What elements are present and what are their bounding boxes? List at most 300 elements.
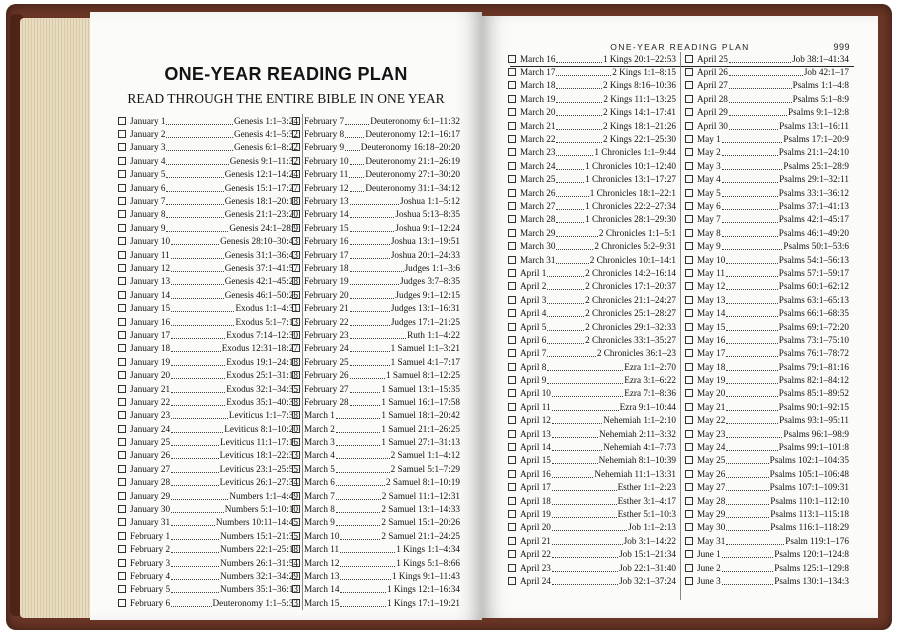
reading-checkbox[interactable] [292,585,300,593]
reading-checkbox[interactable] [685,497,693,505]
reading-checkbox[interactable] [118,331,126,339]
reading-passage: Psalms 9:1–12:8 [787,107,849,118]
reading-checkbox[interactable] [508,550,516,558]
reading-checkbox[interactable] [292,130,300,138]
reading-date: March 30 [520,241,556,252]
reading-checkbox[interactable] [118,358,126,366]
leader-dots [349,170,364,178]
reading-date: March 15 [304,597,340,608]
reading-checkbox[interactable] [508,403,516,411]
reading-row [685,186,849,199]
reading-checkbox[interactable] [292,170,300,178]
reading-row [118,114,298,127]
reading-checkbox[interactable] [118,371,126,379]
reading-checkbox[interactable] [685,363,693,371]
reading-checkbox[interactable] [292,572,300,580]
reading-date: January 3 [130,142,166,153]
reading-checkbox[interactable] [292,291,300,299]
reading-checkbox[interactable] [508,336,516,344]
reading-row [508,199,676,212]
reading-date: January 19 [130,356,171,367]
reading-row [118,208,298,221]
reading-checkbox[interactable] [508,269,516,277]
reading-checkbox[interactable] [508,68,516,76]
reading-checkbox[interactable] [685,456,693,464]
reading-checkbox[interactable] [292,264,300,272]
reading-checkbox[interactable] [508,108,516,116]
reading-checkbox[interactable] [508,296,516,304]
reading-checkbox[interactable] [118,291,126,299]
reading-passage: 2 Chronicles 1:1–5:1 [598,227,676,238]
reading-row [508,65,676,78]
reading-checkbox[interactable] [292,117,300,125]
reading-passage: Psalm 119:1–176 [785,535,849,546]
reading-checkbox[interactable] [508,483,516,491]
reading-date: March 9 [304,517,335,528]
reading-row [508,521,676,534]
reading-checkbox[interactable] [508,189,516,197]
reading-checkbox[interactable] [508,564,516,572]
reading-checkbox[interactable] [508,309,516,317]
reading-row [292,543,460,556]
reading-row [118,342,298,355]
leader-dots [350,318,390,326]
reading-checkbox[interactable] [292,157,300,165]
reading-row [685,373,849,386]
reading-checkbox[interactable] [292,438,300,446]
leader-dots [171,585,219,593]
reading-row [685,494,849,507]
reading-passage: Ezra 9:1–10:44 [619,401,676,412]
reading-checkbox[interactable] [292,411,300,419]
reading-checkbox[interactable] [508,349,516,357]
reading-checkbox[interactable] [508,95,516,103]
reading-checkbox[interactable] [685,403,693,411]
reading-passage: Joshua 5:13–8:35 [395,209,460,220]
reading-passage: Genesis 37:1–41:57 [224,262,298,273]
reading-checkbox[interactable] [118,518,126,526]
leader-dots [556,202,584,210]
reading-date: March 22 [520,134,556,145]
reading-checkbox[interactable] [292,559,300,567]
reading-checkbox[interactable] [118,344,126,352]
reading-date: January 2 [130,129,166,140]
reading-passage: Genesis 4:1–5:32 [233,129,298,140]
reading-date: March 27 [520,200,556,211]
reading-checkbox[interactable] [685,389,693,397]
reading-checkbox[interactable] [508,376,516,384]
reading-checkbox[interactable] [118,318,126,326]
reading-checkbox[interactable] [118,237,126,245]
reading-passage: Psalms 60:1–62:12 [778,281,849,292]
reading-checkbox[interactable] [685,550,693,558]
reading-checkbox[interactable] [118,505,126,513]
reading-checkbox[interactable] [685,122,693,130]
reading-checkbox[interactable] [118,585,126,593]
reading-date: April 9 [520,375,547,386]
leader-dots [336,438,381,446]
reading-checkbox[interactable] [292,465,300,473]
reading-row [685,454,849,467]
leader-dots [547,309,584,317]
reading-checkbox[interactable] [118,170,126,178]
reading-date: April 7 [520,348,547,359]
reading-checkbox[interactable] [685,564,693,572]
reading-row [508,213,676,226]
leader-dots [552,550,618,558]
reading-checkbox[interactable] [685,215,693,223]
reading-date: April 12 [520,415,551,426]
reading-checkbox[interactable] [508,215,516,223]
reading-passage: Psalms 29:1–32:11 [779,174,849,185]
reading-checkbox[interactable] [118,184,126,192]
reading-checkbox[interactable] [292,518,300,526]
reading-checkbox[interactable] [685,336,693,344]
reading-passage: Deuteronomy 27:1–30:20 [365,169,460,180]
reading-checkbox[interactable] [508,229,516,237]
reading-date: March 17 [520,67,556,78]
reading-row [118,529,298,542]
reading-checkbox[interactable] [118,398,126,406]
reading-checkbox[interactable] [292,505,300,513]
leader-dots [552,430,598,438]
leader-dots [729,95,792,103]
reading-date: February 20 [304,289,349,300]
leader-dots [556,95,602,103]
reading-passage: Psalms 110:1–112:10 [770,495,849,506]
reading-checkbox[interactable] [292,451,300,459]
leader-dots [350,197,399,205]
reading-row [508,333,676,346]
reading-passage: 1 Chronicles 1:1–9:44 [594,147,676,158]
reading-checkbox[interactable] [685,202,693,210]
leader-dots [556,122,602,130]
reading-row [292,489,460,502]
reading-checkbox[interactable] [118,451,126,459]
reading-checkbox[interactable] [292,599,300,607]
reading-date: April 8 [520,361,547,372]
reading-checkbox[interactable] [292,545,300,553]
reading-checkbox[interactable] [292,371,300,379]
reading-checkbox[interactable] [292,251,300,259]
reading-checkbox[interactable] [685,81,693,89]
reading-checkbox[interactable] [508,456,516,464]
reading-checkbox[interactable] [118,572,126,580]
reading-checkbox[interactable] [118,465,126,473]
reading-checkbox[interactable] [685,510,693,518]
reading-checkbox[interactable] [292,478,300,486]
reading-checkbox[interactable] [118,385,126,393]
leader-dots [171,291,224,299]
leader-dots [556,135,602,143]
reading-checkbox[interactable] [685,189,693,197]
reading-checkbox[interactable] [508,256,516,264]
reading-checkbox[interactable] [508,577,516,585]
reading-date: February 2 [130,544,171,555]
reading-checkbox[interactable] [685,323,693,331]
reading-checkbox[interactable] [292,197,300,205]
reading-checkbox[interactable] [118,545,126,553]
reading-checkbox[interactable] [508,323,516,331]
reading-row [292,395,460,408]
leader-dots [726,269,778,277]
leader-dots [171,559,219,567]
reading-date: February 14 [304,209,349,220]
leader-dots [722,175,778,183]
reading-checkbox[interactable] [292,143,300,151]
reading-checkbox[interactable] [508,363,516,371]
reading-checkbox[interactable] [118,425,126,433]
reading-column-2 [292,114,460,609]
reading-checkbox[interactable] [118,478,126,486]
reading-checkbox[interactable] [685,175,693,183]
reading-passage: Psalms 63:1–65:13 [778,294,849,305]
reading-checkbox[interactable] [508,443,516,451]
reading-checkbox[interactable] [292,304,300,312]
reading-row [118,435,298,448]
reading-checkbox[interactable] [508,416,516,424]
reading-checkbox[interactable] [508,122,516,130]
reading-date: April 14 [520,442,551,453]
reading-checkbox[interactable] [292,492,300,500]
reading-passage: Leviticus 23:1–25:55 [219,463,298,474]
reading-date: March 14 [304,584,340,595]
reading-checkbox[interactable] [292,237,300,245]
reading-checkbox[interactable] [118,264,126,272]
reading-checkbox[interactable] [508,175,516,183]
reading-checkbox[interactable] [508,523,516,531]
reading-checkbox[interactable] [118,157,126,165]
reading-checkbox[interactable] [508,242,516,250]
reading-checkbox[interactable] [118,599,126,607]
reading-checkbox[interactable] [118,117,126,125]
reading-checkbox[interactable] [685,95,693,103]
leader-dots [556,215,584,223]
reading-checkbox[interactable] [508,430,516,438]
reading-row [292,221,460,234]
leader-dots [350,331,407,339]
reading-checkbox[interactable] [118,130,126,138]
leader-dots [722,148,778,156]
reading-checkbox[interactable] [118,251,126,259]
reading-passage: Psalms 13:1–16:11 [779,120,849,131]
reading-checkbox[interactable] [292,358,300,366]
reading-checkbox[interactable] [685,577,693,585]
leader-dots [171,344,221,352]
reading-date: February 9 [304,142,345,153]
leader-dots [722,577,773,585]
reading-date: April 10 [520,388,551,399]
reading-checkbox[interactable] [118,143,126,151]
reading-checkbox[interactable] [118,411,126,419]
reading-date: March 21 [520,120,556,131]
reading-row [685,521,849,534]
reading-checkbox[interactable] [685,443,693,451]
reading-checkbox[interactable] [118,224,126,232]
reading-passage: Leviticus 1:1–7:38 [228,410,298,421]
reading-checkbox[interactable] [508,497,516,505]
reading-checkbox[interactable] [685,269,693,277]
reading-row [292,342,460,355]
reading-checkbox[interactable] [118,277,126,285]
reading-checkbox[interactable] [685,256,693,264]
reading-row [292,476,460,489]
leader-dots [166,157,228,165]
reading-passage: 2 Chronicles 21:1–24:27 [585,294,676,305]
reading-date: May 28 [697,495,726,506]
reading-date: March 29 [520,227,556,238]
reading-checkbox[interactable] [508,470,516,478]
reading-row [292,596,460,609]
reading-checkbox[interactable] [292,184,300,192]
reading-row [292,355,460,368]
reading-checkbox[interactable] [292,425,300,433]
leader-dots [552,483,617,491]
reading-row [685,266,849,279]
reading-checkbox[interactable] [685,376,693,384]
reading-date: March 4 [304,450,335,461]
reading-checkbox[interactable] [292,318,300,326]
reading-checkbox[interactable] [508,282,516,290]
reading-row [508,373,676,386]
leader-dots [166,170,223,178]
reading-checkbox[interactable] [685,349,693,357]
leader-dots [729,81,792,89]
reading-passage: 2 Kings 1:1–8:15 [612,67,676,78]
reading-checkbox[interactable] [685,483,693,491]
reading-checkbox[interactable] [292,398,300,406]
reading-checkbox[interactable] [508,510,516,518]
reading-checkbox[interactable] [118,492,126,500]
reading-row [118,583,298,596]
leader-dots [350,385,381,393]
reading-checkbox[interactable] [685,148,693,156]
reading-passage: Psalms 105:1–106:48 [769,468,849,479]
reading-checkbox[interactable] [685,537,693,545]
reading-passage: Genesis 9:1–11:32 [229,155,298,166]
reading-checkbox[interactable] [292,210,300,218]
reading-checkbox[interactable] [118,532,126,540]
reading-date: January 29 [130,490,171,501]
leader-dots [552,470,594,478]
reading-date: March 24 [520,160,556,171]
reading-date: March 2 [304,423,335,434]
reading-checkbox[interactable] [685,296,693,304]
leader-dots [340,572,390,580]
reading-row [508,574,676,587]
reading-checkbox[interactable] [118,559,126,567]
reading-checkbox[interactable] [685,309,693,317]
reading-passage: Exodus 7:14–12:30 [226,329,298,340]
reading-checkbox[interactable] [508,202,516,210]
reading-checkbox[interactable] [685,470,693,478]
reading-checkbox[interactable] [508,81,516,89]
reading-checkbox[interactable] [685,242,693,250]
reading-row [292,409,460,422]
reading-checkbox[interactable] [685,162,693,170]
reading-checkbox[interactable] [685,108,693,116]
reading-passage: Leviticus 11:1–17:16 [220,437,298,448]
reading-row [118,301,298,314]
reading-checkbox[interactable] [118,210,126,218]
reading-passage: Genesis 1:1–3:24 [233,115,298,126]
reading-date: April 23 [520,562,551,573]
leader-dots [171,505,224,513]
leader-dots [171,318,234,326]
leader-dots [726,323,777,331]
reading-checkbox[interactable] [292,385,300,393]
reading-checkbox[interactable] [508,537,516,545]
reading-date: March 18 [520,80,556,91]
reading-date: February 22 [304,316,349,327]
reading-row [118,395,298,408]
leader-dots [171,465,219,473]
reading-passage: Exodus 35:1–40:38 [226,396,298,407]
reading-passage: Job 32:1–37:24 [619,575,676,586]
reading-passage: 2 Chronicles 14:2–16:14 [585,267,676,278]
reading-checkbox[interactable] [118,438,126,446]
leader-dots [171,438,219,446]
reading-date: January 24 [130,423,171,434]
reading-passage: Exodus 32:1–34:35 [226,383,298,394]
reading-row [685,146,849,159]
reading-checkbox[interactable] [118,304,126,312]
reading-date: February 18 [304,262,349,273]
reading-checkbox[interactable] [685,282,693,290]
reading-checkbox[interactable] [685,523,693,531]
reading-passage: Psalms 125:1–129:8 [774,562,849,573]
reading-checkbox[interactable] [685,416,693,424]
reading-date: May 26 [697,468,726,479]
leader-dots [556,242,593,250]
reading-checkbox[interactable] [685,135,693,143]
reading-checkbox[interactable] [292,532,300,540]
reading-checkbox[interactable] [508,55,516,63]
reading-row [292,114,460,127]
leader-dots [726,296,777,304]
reading-checkbox[interactable] [508,135,516,143]
reading-row [292,248,460,261]
reading-date: January 25 [130,437,171,448]
reading-date: January 30 [130,504,171,515]
reading-row [292,382,460,395]
reading-checkbox[interactable] [508,148,516,156]
reading-checkbox[interactable] [685,55,693,63]
reading-row [292,449,460,462]
reading-checkbox[interactable] [685,229,693,237]
reading-date: February 26 [304,370,349,381]
reading-checkbox[interactable] [118,197,126,205]
reading-date: April 26 [697,67,728,78]
leader-dots [171,331,225,339]
reading-checkbox[interactable] [292,344,300,352]
leader-dots [350,304,390,312]
reading-checkbox[interactable] [292,331,300,339]
reading-checkbox[interactable] [292,224,300,232]
reading-checkbox[interactable] [508,389,516,397]
reading-checkbox[interactable] [685,430,693,438]
reading-date: April 5 [520,321,547,332]
reading-checkbox[interactable] [685,68,693,76]
reading-passage: Ezra 3:1–6:22 [624,375,676,386]
reading-checkbox[interactable] [292,277,300,285]
reading-date: May 29 [697,508,726,519]
reading-date: March 1 [304,410,335,421]
leader-dots [722,242,783,250]
reading-date: February 19 [304,276,349,287]
leader-dots [726,483,768,491]
reading-checkbox[interactable] [508,162,516,170]
